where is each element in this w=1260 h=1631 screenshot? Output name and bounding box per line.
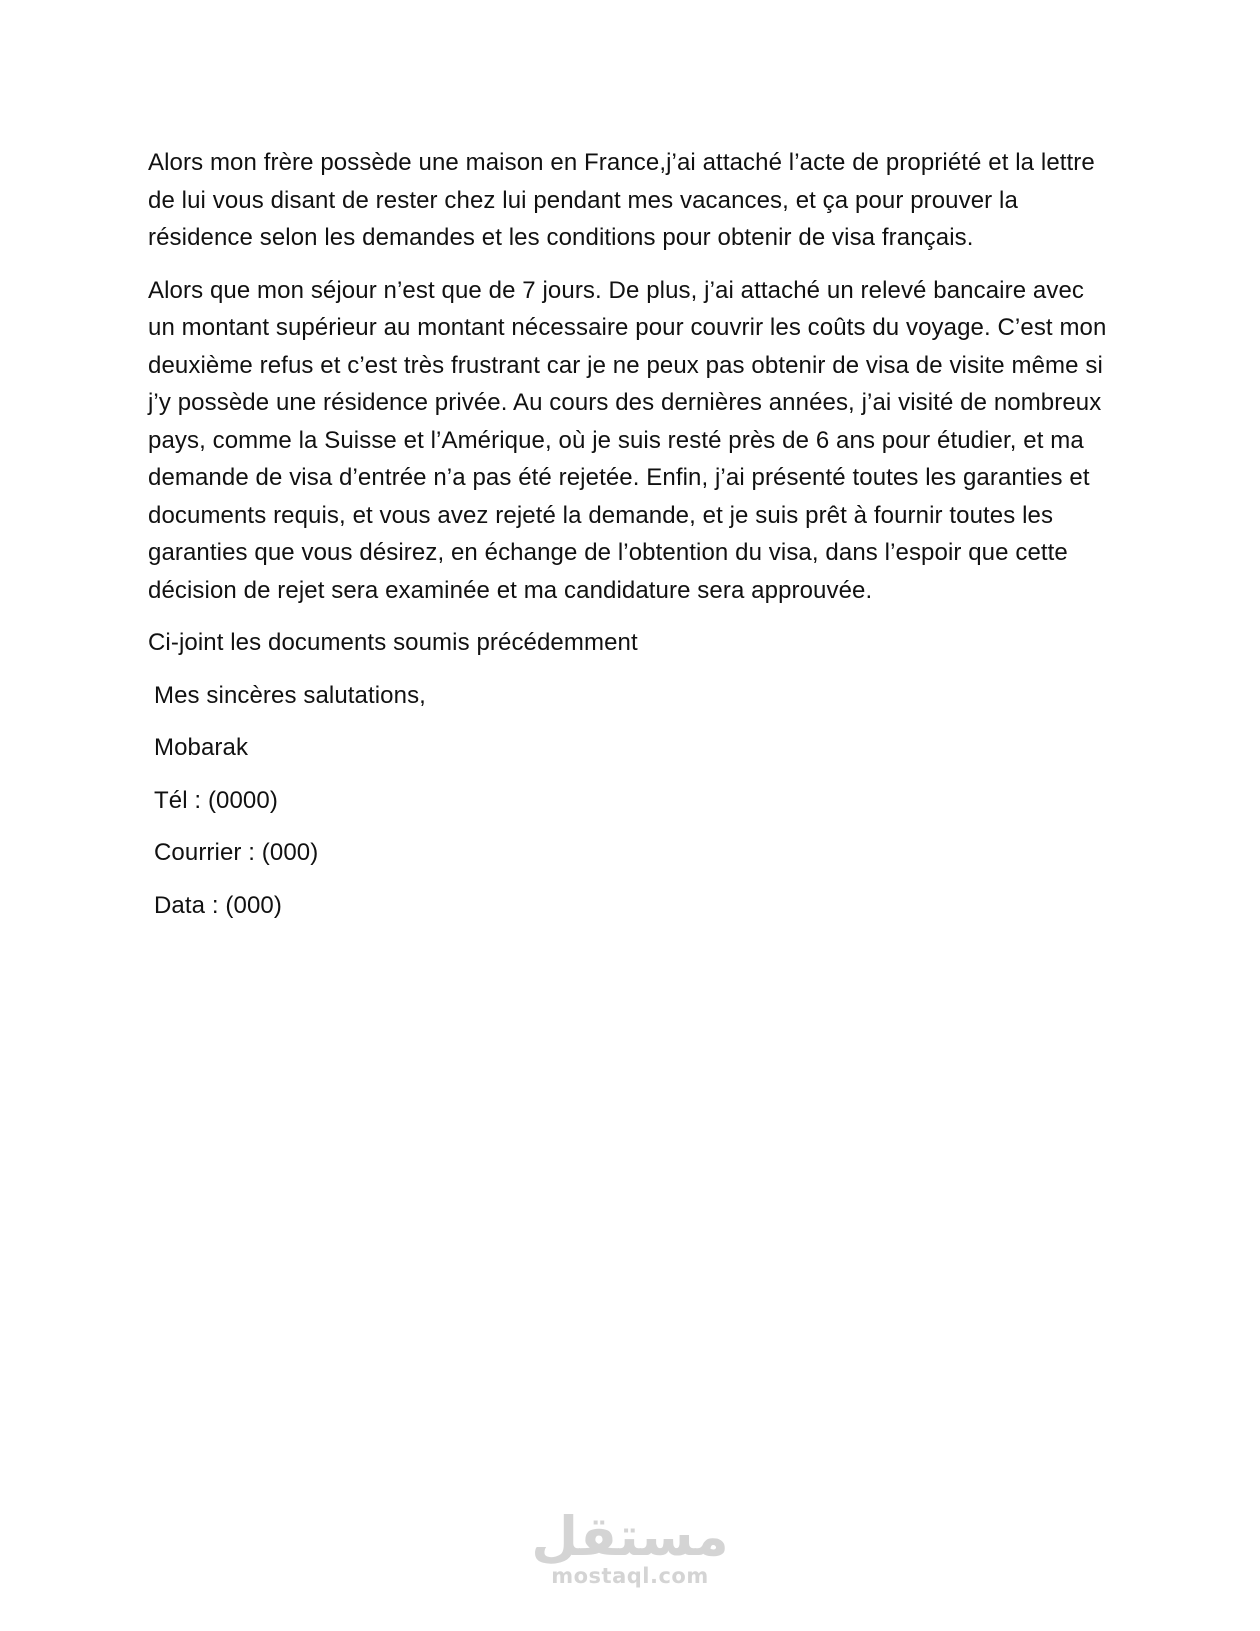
paragraph-stay-details: Alors que mon séjour n’est que de 7 jours. De plus, j’ai attaché un relevé bancaire avec un montant supérieur au montant nécessaire pour couvrir les coûts du voyage. C’est mon deuxième refus et c’est très frustrant car je ne peux pas obtenir de visa de visite même si j’y possède une résidence privée. Au cours des dernières années, j’ai visité de nombreux pays, comme la Suisse et l’Amérique, où je suis resté près de 6 ans pour étudier, et ma demande de visa d’entrée n’a pas été rejetée. Enfin, j’ai présenté toutes les garanties et documents requis, et vous avez rejeté la demande, et je suis prêt à fournir toutes les garanties que vous désirez, en échange de l’obtention du visa, dans l’espoir que cette décision de rejet sera examinée et ma candidature sera approuvée.: [148, 276, 1107, 604]
salutation: Mes sincères salutations,: [154, 681, 426, 709]
date-line: Data : (000): [154, 891, 282, 919]
paragraph-residence: Alors mon frère possède une maison en France,j’ai attaché l’acte de propriété et la lettre de lui vous disant de rester chez lui pendant mes vacances, et ça pour prouver la résidence selon les demandes et les conditions pour obtenir de visa français.: [148, 149, 1095, 251]
letter-body: [148, 144, 1108, 939]
phone-line: Tél : (0000): [154, 786, 278, 814]
paragraph-attachments: Ci-joint les documents soumis précédemment: [148, 629, 638, 656]
mail-line: Courrier : (000): [154, 839, 319, 866]
watermark-logo: مستقل: [531, 1505, 729, 1568]
signature-name: Mobarak: [154, 734, 249, 761]
watermark-domain: mostaql.com: [551, 1564, 709, 1588]
mostaql-watermark: [0, 1505, 1260, 1588]
